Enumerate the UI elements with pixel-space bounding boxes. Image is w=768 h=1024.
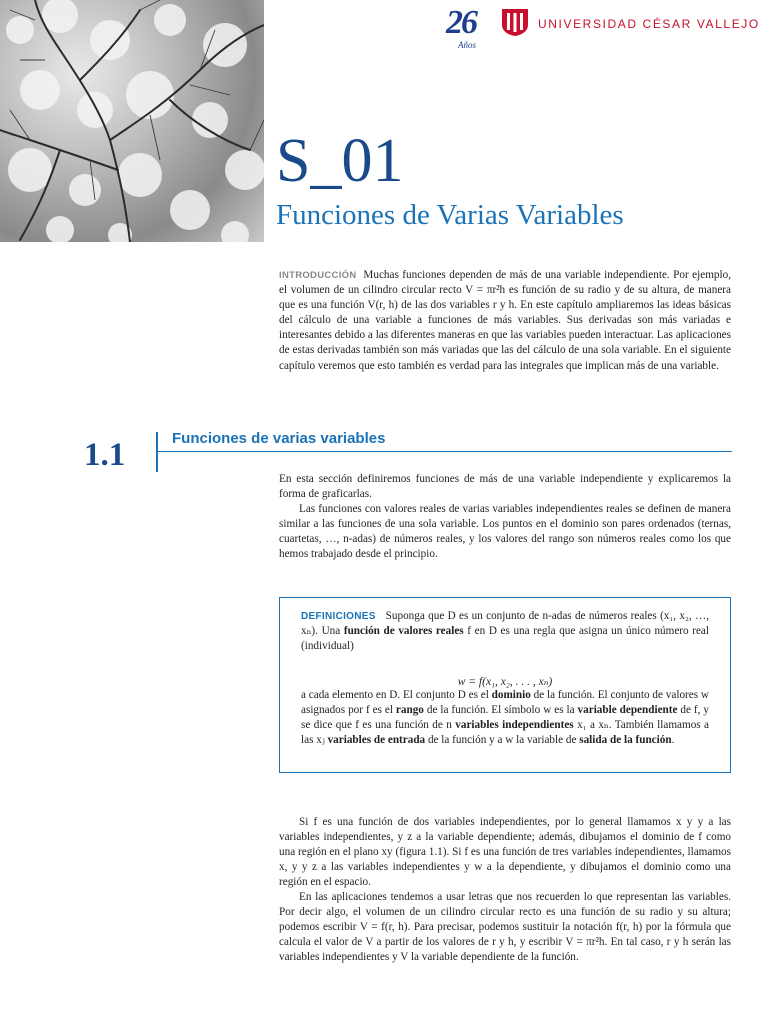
definition-sentence-end: .	[671, 734, 675, 746]
introduction-text: Muchas funciones dependen de más de una variable independiente. Por ejemplo, el volumen de un cilindro circular recto V = πr²h es función de su radio y de su altura, de manera que es una función V(r, h) de las dos variables r y h. En este capítulo ampliaremos las ideas básicas del cálculo de una variable a funciones de más variables. Sus derivadas son más variadas e interesantes debido a las diferentes maneras en que las variables pueden interactuar. Las aplicaciones de estas derivadas también son más variadas que las del cálculo de una sola variable. En el siguiente capítulo veremos que esto también es verdad para las integrales que implican más de una variable.	[279, 269, 731, 372]
session-number: S_01	[276, 127, 404, 195]
term-output: salida de la función	[579, 734, 672, 746]
definition-sentence-d: de la función. El conjunto de valores w asignados por f es el	[301, 689, 710, 716]
definition-text-bottom	[301, 688, 709, 748]
section-paragraph-2: Las funciones con valores reales de varias variables independientes reales se definen de manera similar a las funciones de una sola variable. Los puntos en el dominio son pares ordenados (ternas, cuartetas, …, n-adas) de números reales, y los valores del rango son números reales como los que hemos trabajado desde el principio.	[279, 503, 731, 560]
anniversary-number: 26	[446, 4, 476, 41]
definition-sentence-a: Suponga que D es un conjunto de n-adas de números reales (x₁, x₂, …, xₙ). Una	[301, 610, 709, 637]
body-paragraph-3: Si f es una función de dos variables independientes, por lo general llamamos x y y a las variables independientes, y z a la variable dependiente; además, dibujamos el dominio de f como una región en el plano xy (figura 1.1). Si f es una función de tres variables independientes, llamamos x, y y z a las variables independientes y w a la dependiente, y dibujamos el dominio como una región en el espacio.	[279, 816, 731, 888]
definition-sentence-h: de la función y a w la variable de	[427, 734, 577, 746]
term-input-variables: variables de entrada	[327, 734, 426, 746]
term-real-valued-function: función de valores reales	[343, 625, 464, 637]
introduction-paragraph	[279, 268, 731, 374]
definition-sentence-b: f en D es una regla que asigna un único número real (individual)	[301, 625, 710, 652]
definition-formula: w = f(x₁, x₂, . . . , xₙ)	[457, 676, 553, 688]
definition-heading: DEFINICIONES	[301, 611, 376, 622]
university-name: UNIVERSIDAD CÉSAR VALLEJO	[538, 17, 760, 31]
section-title: Funciones de varias variables	[172, 430, 386, 447]
cover-photo	[0, 0, 264, 242]
definition-text-top	[301, 609, 710, 688]
term-range: rango	[395, 704, 424, 716]
chapter-title: Funciones de Varias Variables	[276, 199, 624, 231]
body-paragraph-4: En las aplicaciones tendemos a usar letras que nos recuerden lo que representan las variables. Por decir algo, el volumen de un cilindro circular recto es una función de su radio y su altura; podemos escribir V = f(r, h). Para precisar, podemos sustituir la notación f(r, h) por la fórmula que calcula el valor de V a partir de los valores de r y h, y escribir V = πr²h. En tal caso, r y h serán las variables independientes y V la variable dependiente de la función.	[279, 891, 731, 963]
section-divider-vertical	[156, 432, 158, 472]
section-divider-rule	[157, 451, 732, 452]
definition-sentence-f: de f, y se dice que f es una función de n	[301, 704, 710, 731]
anniversary-years-label: Años	[458, 40, 476, 50]
ucv-shield-icon	[500, 7, 530, 37]
section-body	[279, 472, 731, 562]
university-logo	[444, 4, 760, 54]
definition-sentence-e: de la función. El símbolo w es la	[426, 704, 575, 716]
definition-sentence-g: x₁ a xₙ. También llamamos a las xⱼ	[301, 719, 710, 746]
introduction-heading: INTRODUCCIÓN	[279, 270, 357, 281]
section-number: 1.1	[84, 437, 126, 473]
definition-sentence-c: a cada elemento en D. El conjunto D es el	[301, 689, 489, 701]
term-domain: dominio	[491, 689, 531, 701]
term-independent-variables: variables independientes	[455, 719, 574, 731]
term-dependent-variable: variable dependiente	[577, 704, 678, 716]
section-paragraph-1: En esta sección definiremos funciones de más de una variable independiente y explicaremos la forma de graficarlas.	[279, 473, 731, 500]
body-continued	[279, 815, 731, 965]
definition-box	[279, 597, 731, 773]
